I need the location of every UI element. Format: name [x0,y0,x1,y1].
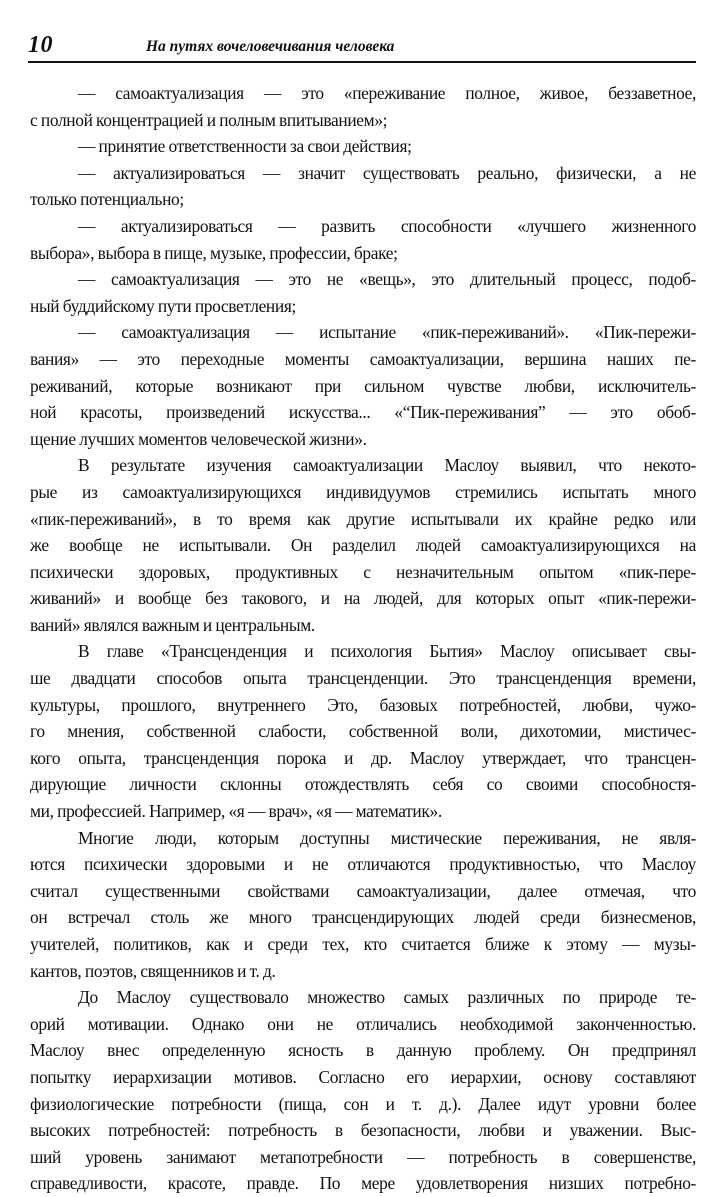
text-line: «пик-переживаний», в то время как другие испытывали их крайне редко или [30,508,696,529]
text-line: считал существенными свойствами самоактуализации, далее отмечая, что [30,880,696,901]
text-line: попытку иерархизации мотивов. Согласно его иерархии, основу составляют [30,1066,696,1087]
text-line: вания» — это переходные моменты самоактуализации, вершина наших пе- [30,348,696,369]
text-line: ше двадцати способов опыта трансценденции. Это трансценденция времени, [30,668,696,689]
text-line: го мнения, собственной слабости, собственной воли, дихотомии, мистичес- [30,721,696,742]
text-line: учителей, политиков, как и среди тех, кто считается ближе к этому — музы- [30,934,696,954]
text-line: только потенциально; [30,189,184,210]
body-text [30,80,696,1197]
text-line: ми, профессией. Например, «я — врач», «я — математик». [30,801,442,822]
text-line: ются психически здоровыми и не отличаются продуктивностью, что Маслоу [30,854,696,875]
text-line: — актуализироваться — развить способности «лучшего жизненного [78,215,696,236]
text-line: — самоактуализация — это «переживание полное, живое, беззаветное, [78,83,696,103]
text-line: ший уровень занимают метапотребности — потребность в совершенстве, [30,1146,696,1167]
text-line: кого опыта, трансценденция порока и др. Маслоу утверждает, что трансцен- [30,747,696,768]
text-line: — принятие ответственности за свои действия; [78,136,412,157]
page-number: 10 [28,32,53,58]
text-line: с полной концентрацией и полным впитыванием»; [30,109,388,130]
text-line: орий мотивации. Однако они не отличались необходимой законченностью. [30,1013,696,1034]
text-line: физиологические потребности (пища, сон и т. д.). Далее идут уровни более [30,1093,696,1114]
text-line: щение лучших моментов человеческой жизни». [30,428,367,449]
text-line: В результате изучения самоактуализации Маслоу выявил, что некото- [78,455,696,476]
text-line: — самоактуализация — это не «вещь», это длительный процесс, подоб- [78,269,696,290]
text-line: ный буддийскому пути просветления; [30,295,296,316]
text-line: До Маслоу существовало множество самых различных по природе те- [78,987,696,1008]
text-line: рые из самоактуализирующихся индивидуумов стремились испытать много [30,481,696,502]
text-line: выбора», выбора в пище, музыке, профессии, браке; [30,242,398,263]
text-line: психически здоровых, продуктивных с незначительным опытом «пик-пере- [30,561,696,582]
text-line: Маслоу внес определенную ясность в данную проблему. Он предпринял [30,1040,696,1061]
page-header [28,30,696,60]
text-line: же вообще не испытывали. Он разделил людей самоактуализирующихся на [30,535,696,556]
running-title: На путях вочеловечивания человека [146,38,395,55]
text-line: реживаний, которые возникают при сильном чувстве любви, исключитель- [30,375,696,396]
text-line: справедливости, красоте, правде. По мере удовлетворения низших потребно- [30,1173,696,1194]
text-line: — самоактуализация — испытание «пик-переживаний». «Пик-пережи- [78,322,696,343]
text-line: высоких потребностей: потребность в безопасности, любви и уважении. Выс- [30,1120,696,1141]
text-line: ваний» являлся важным и центральным. [30,614,315,635]
text-line: кантов, поэтов, священников и т. д. [30,960,276,981]
text-line: — актуализироваться — значит существовать реально, физически, а не [78,162,696,183]
header-rule [28,61,696,63]
text-line: В главе «Трансценденция и психология Бытия» Маслоу описывает свы- [78,641,696,662]
text-line: Многие люди, которым доступны мистические переживания, не явля- [78,827,696,848]
text-line: дирующие личности склонны отождествлять себя со своими способностя- [30,774,696,795]
text-line: ной красоты, произведений искусства... «“Пик-переживания” — это обоб- [30,402,696,423]
text-line: культуры, прошлого, внутреннего Это, базовых потребностей, любви, чужо- [30,694,696,715]
text-line: живаний» и вообще без такового, и на людей, для которых опыт «пик-пережи- [30,588,696,609]
text-line: он встречал столь же много трансцендирующих людей среди бизнесменов, [30,907,696,928]
